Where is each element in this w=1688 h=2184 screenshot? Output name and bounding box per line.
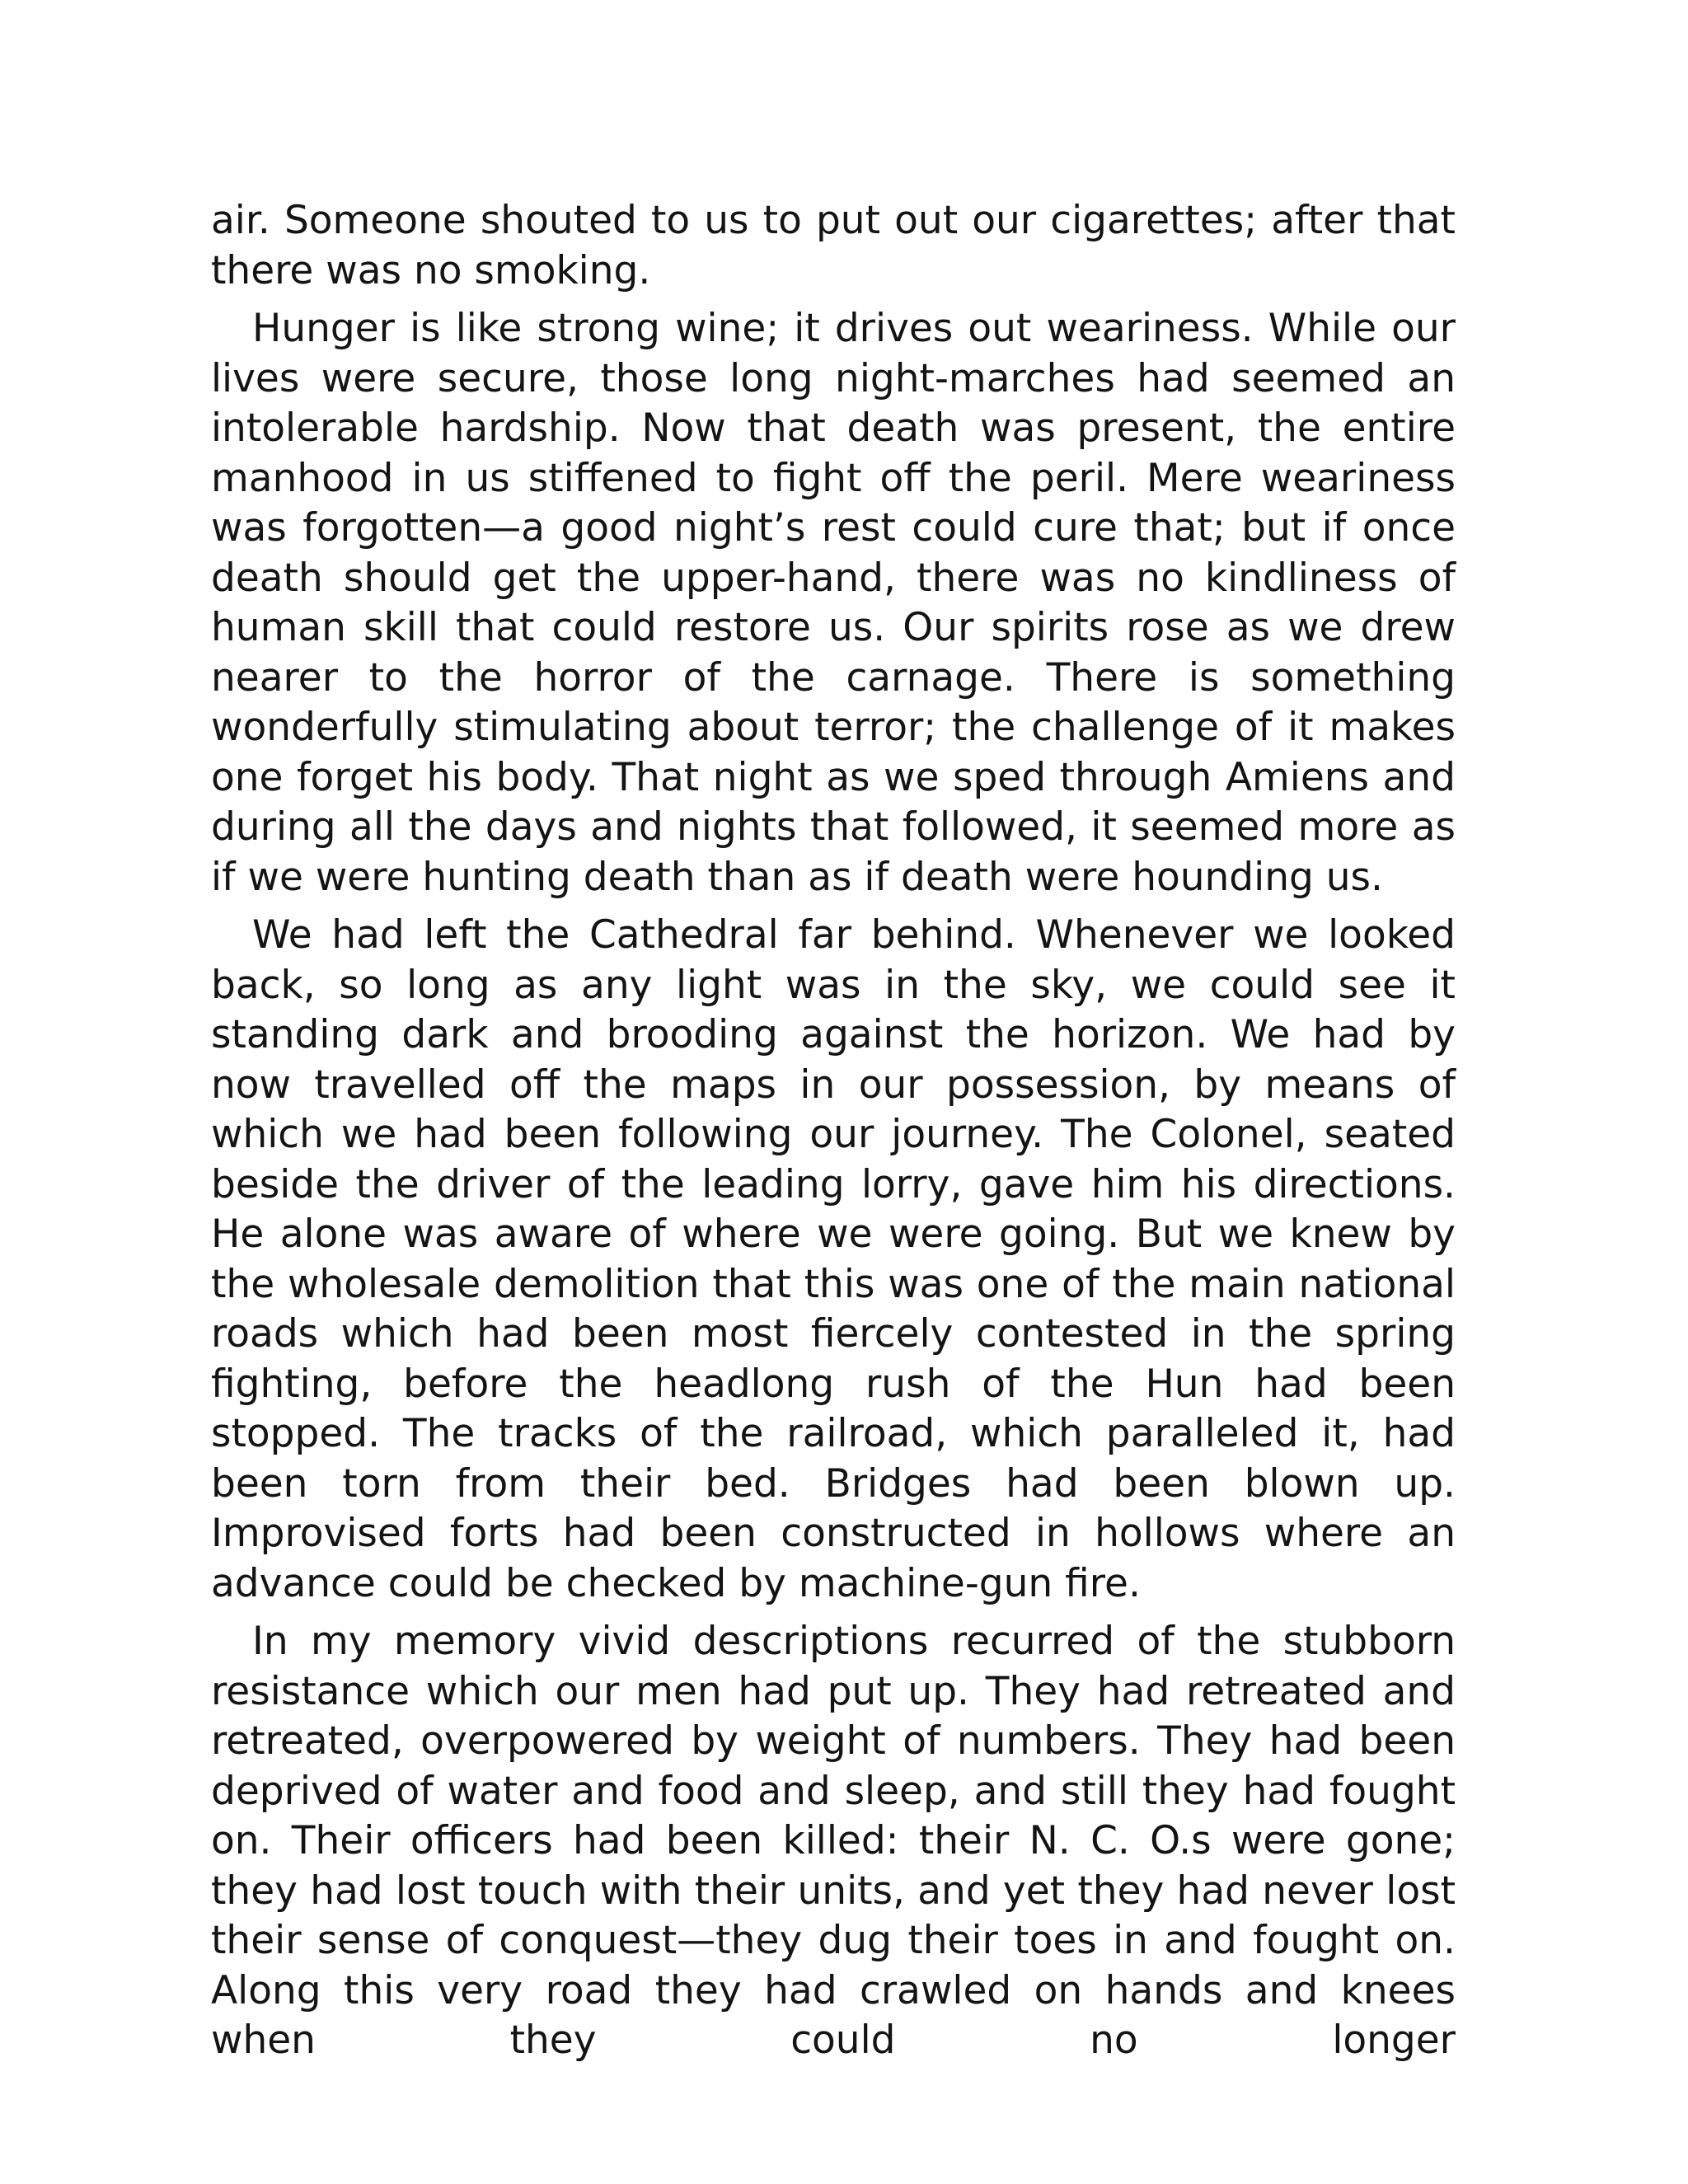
paragraph-3: We had left the Cathedral far behind. Whenever we looked back, so long as any light was in the sky, we could see it standing dark and brooding against the horizon. We had by now travelled off the maps in our possession, by means of which we had been following our journey. The Colonel, seated beside the driver of the leading lorry, gave him his directions. He alone was aware of where we were going. But we knew by the wholesale demolition that this was one of the main national roads which had been most fiercely contested in the spring fighting, before the headlong rush of the Hun had been stopped. The tracks of the railroad, which paralleled it, had been torn from their bed. Bridges had been blown up. Improvised forts had been constructed in hollows where an advance could be checked by machine-gun fire. (211, 912, 1456, 1606)
paragraph-1: air. Someone shouted to us to put out our cigarettes; after that there was no smoking. (211, 198, 1456, 293)
paragraph-2: Hunger is like strong wine; it drives out weariness. While our lives were secure, those long night-marches had seemed an intolerable hardship. Now that death was present, the entire manhood in us stiffened to fight off the peril. Mere weariness was forgotten—a good night’s rest could cure that; but if once death should get the upper-hand, there was no kindliness of human skill that could restore us. Our spirits rose as we drew nearer to the horror of the carnage. There is something wonderfully stimulating about terror; the challenge of it makes one forget his body. That night as we sped through Amiens and during all the days and nights that followed, it seemed more as if we were hunting death than as if death were hounding us. (211, 306, 1456, 900)
paragraph-4: In my memory vivid descriptions recurred of the stubborn resistance which our men had put up. They had retreated and retreated, overpowered by weight of numbers. They had been deprived of water and food and sleep, and still they had fought on. Their officers had been killed: their N. C. O.s were gone; they had lost touch with their units, and yet they had never lost their sense of conquest—they dug their toes in and fought on. Along this very road they had crawled on hands and knees when they could no longer (211, 1619, 1456, 2063)
page-body (211, 196, 1456, 2074)
